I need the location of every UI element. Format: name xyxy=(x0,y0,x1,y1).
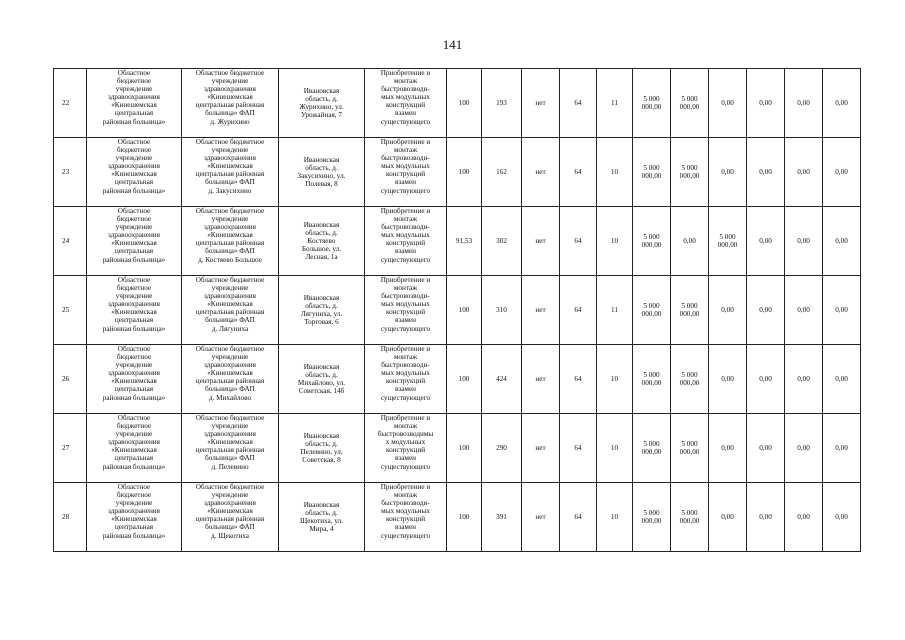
year5-cost-cell: 0,00 xyxy=(823,138,861,207)
area-cell: 64 xyxy=(560,414,597,483)
availability-cell: нет xyxy=(522,345,560,414)
facility-cell: Областное бюджетное учреждение здравоохранения «Кинешемская центральная районная больница» ФАП д. Пелевино xyxy=(182,414,279,483)
distance-cell: 10 xyxy=(597,345,633,414)
population-cell: 193 xyxy=(482,69,522,138)
availability-cell: нет xyxy=(522,414,560,483)
organization-cell: Областное бюджетное учреждение здравоохранения «Кинешемская центральная районная больница» xyxy=(87,414,182,483)
year5-cost-cell: 0,00 xyxy=(823,345,861,414)
address-cell: Ивановская область, д. Михайлово, ул. Советская, 14б xyxy=(279,345,365,414)
organization-cell: Областное бюджетное учреждение здравоохранения «Кинешемская центральная районная больница» xyxy=(87,483,182,552)
year1-cost-cell: 5 000 000,00 xyxy=(671,69,709,138)
address-cell: Ивановская область, д. Щекотиха, ул. Мира, 4 xyxy=(279,483,365,552)
wear-percent-cell: 100 xyxy=(447,276,482,345)
row-number: 28 xyxy=(54,483,87,552)
organization-cell: Областное бюджетное учреждение здравоохранения «Кинешемская центральная районная больница» xyxy=(87,69,182,138)
year4-cost-cell: 0,00 xyxy=(785,138,823,207)
availability-cell: нет xyxy=(522,207,560,276)
year3-cost-cell: 0,00 xyxy=(747,414,785,483)
distance-cell: 11 xyxy=(597,276,633,345)
distance-cell: 10 xyxy=(597,138,633,207)
table-row xyxy=(54,414,861,483)
distance-cell: 10 xyxy=(597,414,633,483)
total-cost-cell: 5 000 000,00 xyxy=(633,207,671,276)
row-number: 27 xyxy=(54,414,87,483)
facility-cell: Областное бюджетное учреждение здравоохранения «Кинешемская центральная районная больница» ФАП д. Щекотиха xyxy=(182,483,279,552)
year2-cost-cell: 0,00 xyxy=(709,483,747,552)
area-cell: 64 xyxy=(560,138,597,207)
year2-cost-cell: 0,00 xyxy=(709,345,747,414)
year2-cost-cell: 0,00 xyxy=(709,276,747,345)
availability-cell: нет xyxy=(522,483,560,552)
population-cell: 391 xyxy=(482,483,522,552)
facility-cell: Областное бюджетное учреждение здравоохранения «Кинешемская центральная районная больница» ФАП д. Костяево Большое xyxy=(182,207,279,276)
year3-cost-cell: 0,00 xyxy=(747,276,785,345)
organization-cell: Областное бюджетное учреждение здравоохранения «Кинешемская центральная районная больница» xyxy=(87,345,182,414)
wear-percent-cell: 100 xyxy=(447,138,482,207)
wear-percent-cell: 100 xyxy=(447,483,482,552)
year5-cost-cell: 0,00 xyxy=(823,414,861,483)
availability-cell: нет xyxy=(522,69,560,138)
year4-cost-cell: 0,00 xyxy=(785,483,823,552)
year1-cost-cell: 5 000 000,00 xyxy=(671,276,709,345)
address-cell: Ивановская область, д. Пелевино, ул. Советская, 8 xyxy=(279,414,365,483)
total-cost-cell: 5 000 000,00 xyxy=(633,69,671,138)
distance-cell: 11 xyxy=(597,69,633,138)
year2-cost-cell: 0,00 xyxy=(709,138,747,207)
population-cell: 424 xyxy=(482,345,522,414)
year3-cost-cell: 0,00 xyxy=(747,345,785,414)
population-cell: 302 xyxy=(482,207,522,276)
total-cost-cell: 5 000 000,00 xyxy=(633,138,671,207)
facility-cell: Областное бюджетное учреждение здравоохранения «Кинешемская центральная районная больница» ФАП д. Закусихино xyxy=(182,138,279,207)
year4-cost-cell: 0,00 xyxy=(785,345,823,414)
availability-cell: нет xyxy=(522,138,560,207)
work-type-cell: Приобретение и монтаж быстровозводи- мых модульных конструкций взамен существующего xyxy=(365,207,447,276)
table-row xyxy=(54,207,861,276)
row-number: 26 xyxy=(54,345,87,414)
address-cell: Ивановская область, д. Костяево Большое, ул. Лесная, 1а xyxy=(279,207,365,276)
year5-cost-cell: 0,00 xyxy=(823,276,861,345)
organization-cell: Областное бюджетное учреждение здравоохранения «Кинешемская центральная районная больница» xyxy=(87,138,182,207)
work-type-cell: Приобретение и монтаж быстровозводи- мых модульных конструкций взамен существующего xyxy=(365,276,447,345)
row-number: 24 xyxy=(54,207,87,276)
population-cell: 290 xyxy=(482,414,522,483)
wear-percent-cell: 100 xyxy=(447,345,482,414)
table-row xyxy=(54,483,861,552)
address-cell: Ивановская область, д. Журихино, ул. Урожайная, 7 xyxy=(279,69,365,138)
table-row xyxy=(54,345,861,414)
availability-cell: нет xyxy=(522,276,560,345)
year4-cost-cell: 0,00 xyxy=(785,276,823,345)
year4-cost-cell: 0,00 xyxy=(785,69,823,138)
area-cell: 64 xyxy=(560,69,597,138)
total-cost-cell: 5 000 000,00 xyxy=(633,276,671,345)
row-number: 23 xyxy=(54,138,87,207)
distance-cell: 10 xyxy=(597,207,633,276)
area-cell: 64 xyxy=(560,276,597,345)
facility-cell: Областное бюджетное учреждение здравоохранения «Кинешемская центральная районная больница» ФАП д. Журихино xyxy=(182,69,279,138)
year5-cost-cell: 0,00 xyxy=(823,207,861,276)
year3-cost-cell: 0,00 xyxy=(747,138,785,207)
work-type-cell: Приобретение и монтаж быстровозводи- мых модульных конструкций взамен существующего xyxy=(365,483,447,552)
page-number: 141 xyxy=(442,37,463,52)
year5-cost-cell: 0,00 xyxy=(823,69,861,138)
total-cost-cell: 5 000 000,00 xyxy=(633,345,671,414)
total-cost-cell: 5 000 000,00 xyxy=(633,483,671,552)
table-row xyxy=(54,276,861,345)
wear-percent-cell: 100 xyxy=(447,414,482,483)
year2-cost-cell: 5 000 000,00 xyxy=(709,207,747,276)
year4-cost-cell: 0,00 xyxy=(785,207,823,276)
facility-cell: Областное бюджетное учреждение здравоохранения «Кинешемская центральная районная больница» ФАП д. Михайлово xyxy=(182,345,279,414)
area-cell: 64 xyxy=(560,483,597,552)
work-type-cell: Приобретение и монтаж быстровозводимы х модульных конструкций взамен существующего xyxy=(365,414,447,483)
year2-cost-cell: 0,00 xyxy=(709,414,747,483)
wear-percent-cell: 100 xyxy=(447,69,482,138)
organization-cell: Областное бюджетное учреждение здравоохранения «Кинешемская центральная районная больница» xyxy=(87,276,182,345)
work-type-cell: Приобретение и монтаж быстровозводи- мых модульных конструкций взамен существующего xyxy=(365,69,447,138)
population-cell: 310 xyxy=(482,276,522,345)
table-row xyxy=(54,69,861,138)
distance-cell: 10 xyxy=(597,483,633,552)
area-cell: 64 xyxy=(560,345,597,414)
year3-cost-cell: 0,00 xyxy=(747,69,785,138)
year3-cost-cell: 0,00 xyxy=(747,207,785,276)
organization-cell: Областное бюджетное учреждение здравоохранения «Кинешемская центральная районная больница» xyxy=(87,207,182,276)
wear-percent-cell: 91,53 xyxy=(447,207,482,276)
year2-cost-cell: 0,00 xyxy=(709,69,747,138)
row-number: 22 xyxy=(54,69,87,138)
address-cell: Ивановская область, д. Лягуниха, ул. Торговая, 6 xyxy=(279,276,365,345)
work-type-cell: Приобретение и монтаж быстровозводи- мых модульных конструкций взамен существующего xyxy=(365,345,447,414)
total-cost-cell: 5 000 000,00 xyxy=(633,414,671,483)
year1-cost-cell: 5 000 000,00 xyxy=(671,483,709,552)
population-cell: 162 xyxy=(482,138,522,207)
year1-cost-cell: 5 000 000,00 xyxy=(671,414,709,483)
row-number: 25 xyxy=(54,276,87,345)
year5-cost-cell: 0,00 xyxy=(823,483,861,552)
table-row xyxy=(54,138,861,207)
address-cell: Ивановская область, д. Закусихино, ул. Полевая, 8 xyxy=(279,138,365,207)
facilities-table xyxy=(53,68,861,552)
year1-cost-cell: 0,00 xyxy=(671,207,709,276)
year1-cost-cell: 5 000 000,00 xyxy=(671,345,709,414)
area-cell: 64 xyxy=(560,207,597,276)
year4-cost-cell: 0,00 xyxy=(785,414,823,483)
year1-cost-cell: 5 000 000,00 xyxy=(671,138,709,207)
year3-cost-cell: 0,00 xyxy=(747,483,785,552)
work-type-cell: Приобретение и монтаж быстровозводи- мых модульных конструкций взамен существующего xyxy=(365,138,447,207)
facility-cell: Областное бюджетное учреждение здравоохранения «Кинешемская центральная районная больница» ФАП д. Лягуниха xyxy=(182,276,279,345)
